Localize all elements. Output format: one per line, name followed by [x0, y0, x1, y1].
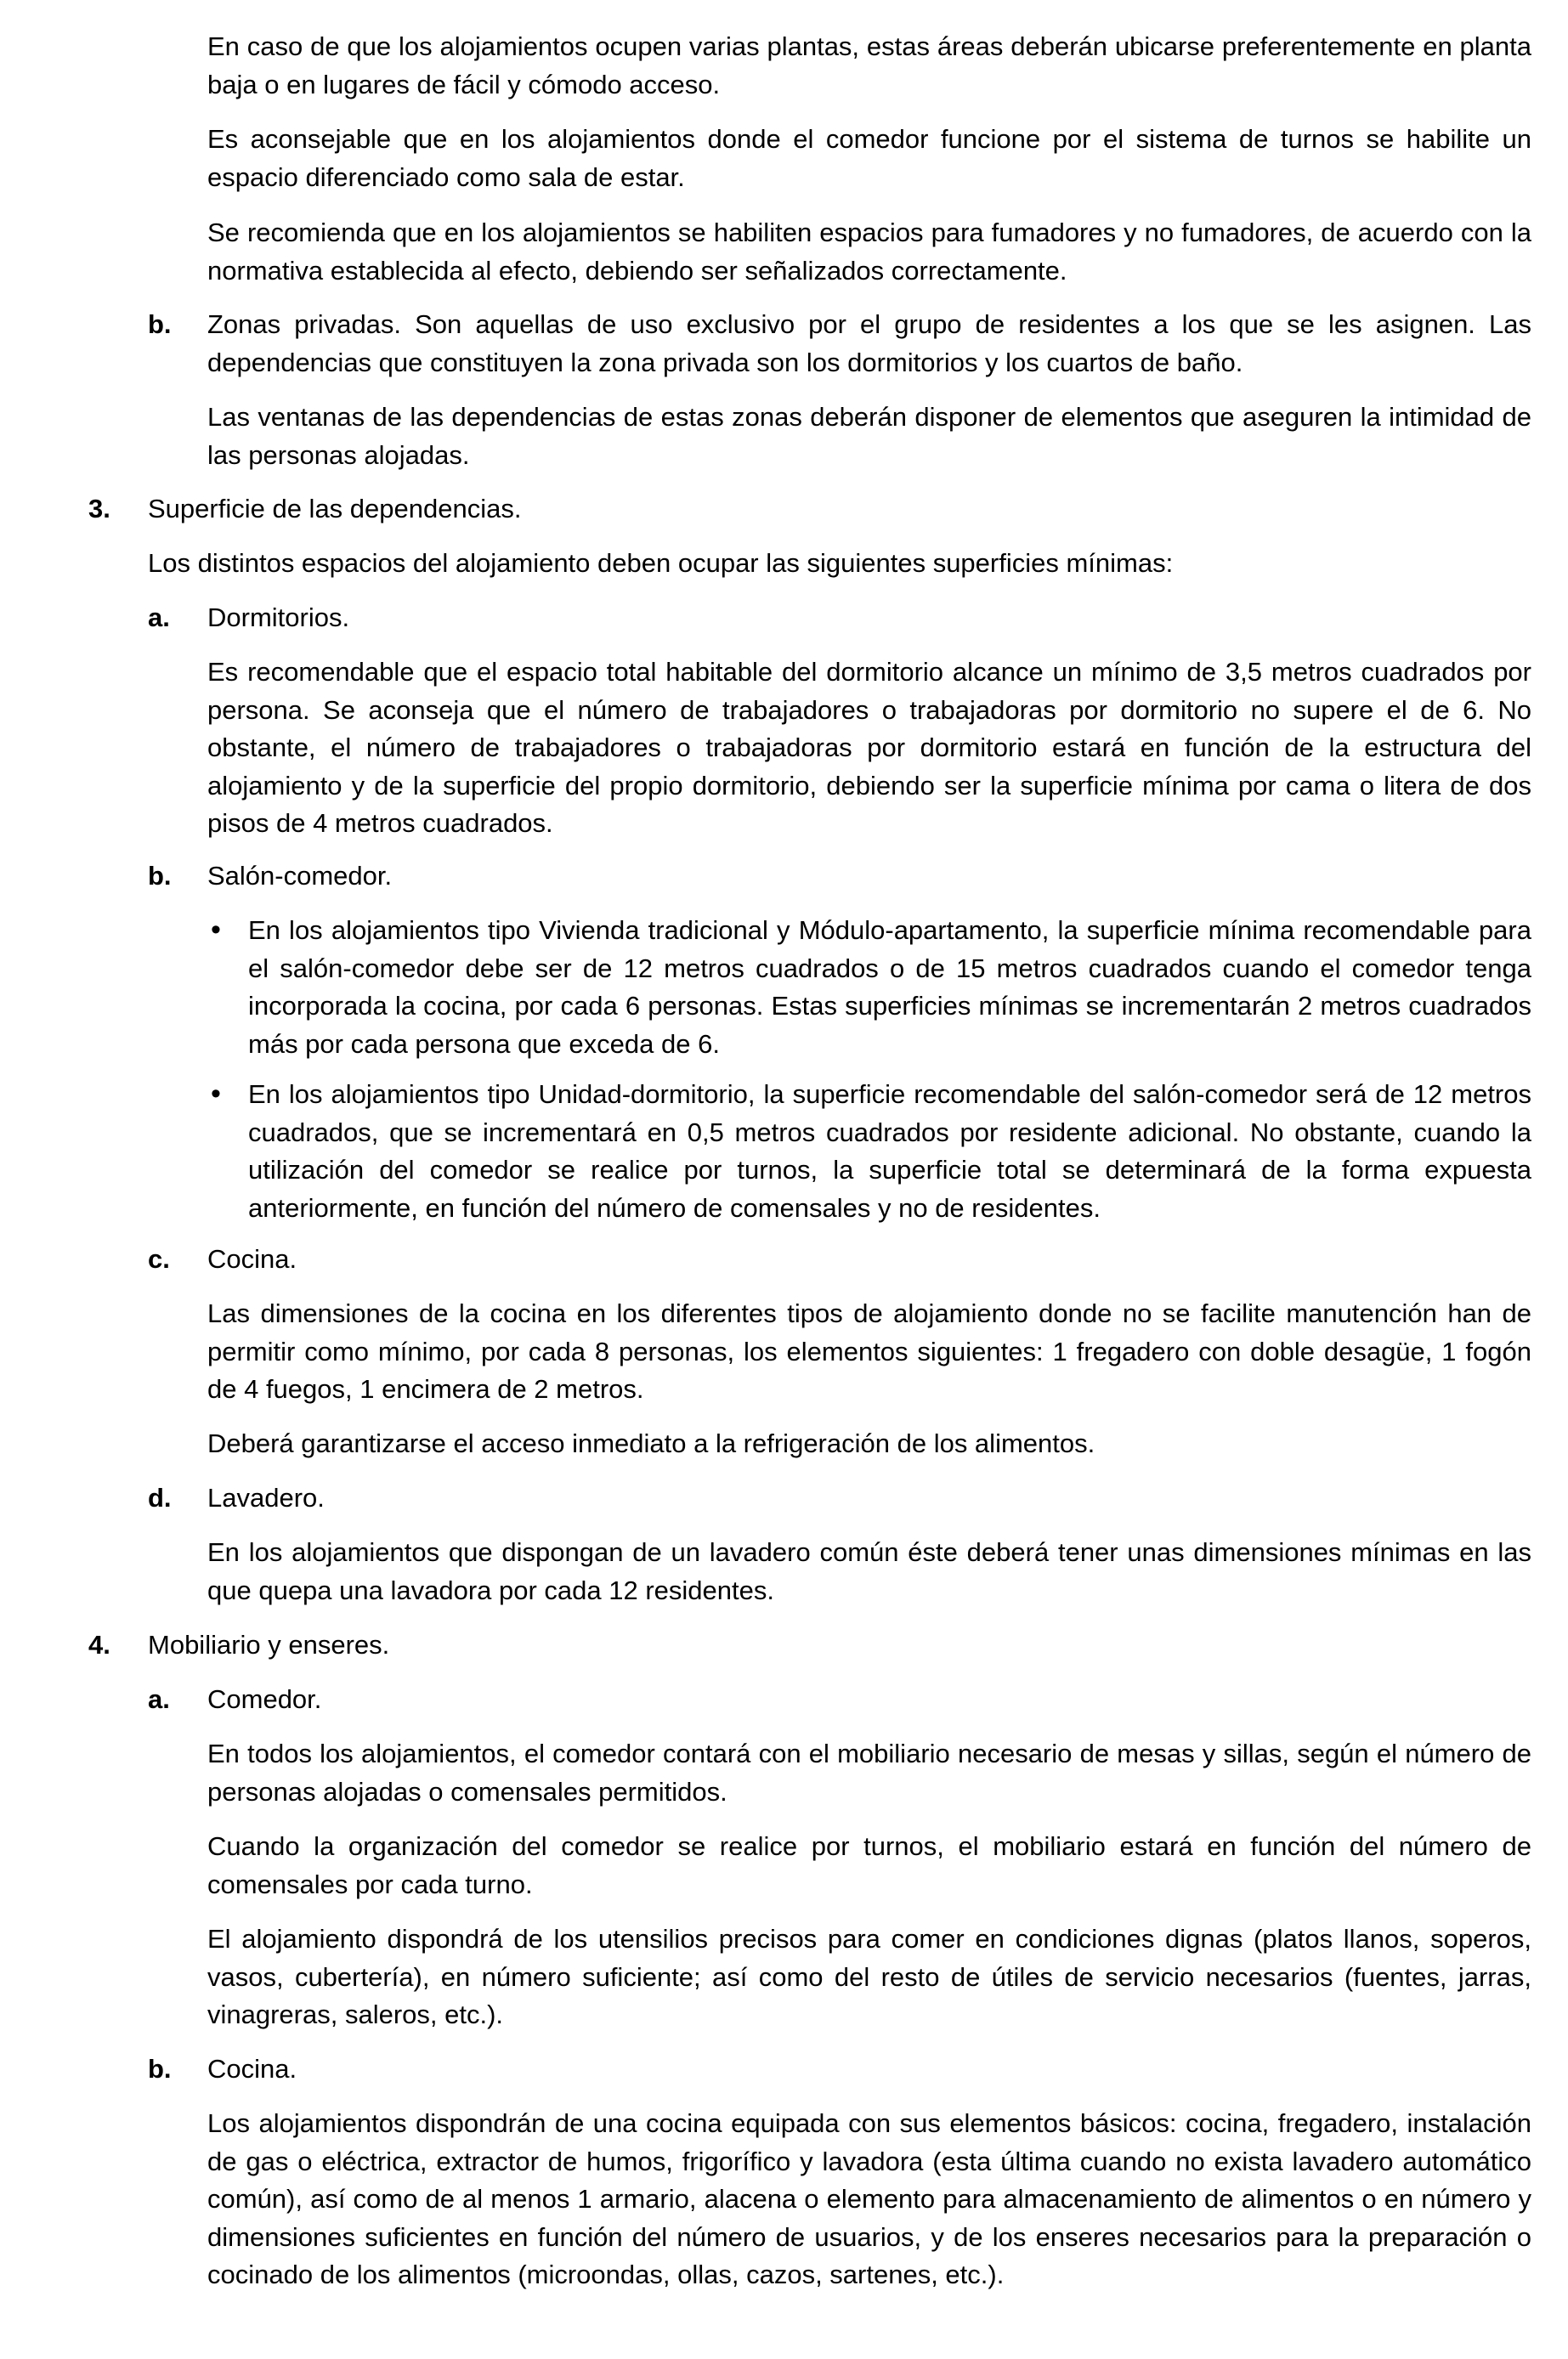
section-4-title: Mobiliario y enseres.: [148, 1630, 390, 1660]
bullet-icon: •: [211, 914, 221, 946]
bedrooms-text: Es recomendable que el espacio total habitable del dormitorio alcance un mínimo de 3,5 metros cuadrados por persona. Se aconseja que el número de trabajadores o trabajadoras por dormitorio no supere el de 6. No obstante, el número de trabajadores o trabajadoras por dormitorio estará en función de la estructura del alojamiento y de la superficie del propio dormitorio, debiendo ser la superficie mínima por cama o litera de dos pisos de 4 metros cuadrados.: [207, 657, 1531, 838]
list-marker-b-private: b.: [148, 309, 172, 339]
kitchen-equipment-text: Los alojamientos dispondrán de una cocina equipada con sus elementos básicos: cocina, fregadero, instalación de gas o eléctrica, extractor de humos, frigorífico y lavadora (esta última cuando no exista lavadero automático común), así como de al menos 1 armario, alacena o elemento para almacenamiento de alimentos o en número y dimensiones suficientes en función del número de usuarios, y de los enseres necesarios para la preparación o cocinado de los alimentos (microondas, ollas, cazos, sartenes, etc.).: [207, 2108, 1531, 2289]
kitchen-refrigeration-text: Deberá garantizarse el acceso inmediato a la refrigeración de los alimentos.: [207, 1428, 1095, 1458]
paragraph-floors: En caso de que los alojamientos ocupen varias plantas, estas áreas deberán ubicarse preferentemente en planta baja o en lugares de fácil y cómodo acceso.: [207, 31, 1531, 99]
list-marker-4a: a.: [148, 1684, 170, 1714]
paragraph-smokers: Se recomienda que en los alojamientos se habiliten espacios para fumadores y no fumadores, de acuerdo con la normativa establecida al efecto, debiendo ser señalizados correctamente.: [207, 218, 1531, 286]
bullet-icon: •: [211, 1078, 221, 1110]
section-4-number: 4.: [88, 1630, 110, 1660]
private-zones-note: Las ventanas de las dependencias de estas zonas deberán disponer de elementos que aseguren la intimidad de las personas alojadas.: [207, 402, 1531, 470]
living-dining-bullet-2: En los alojamientos tipo Unidad-dormitorio, la superficie recomendable del salón-comedor será de 12 metros cuadrados, que se incrementará en 0,5 metros cuadrados por residente adicional. No obstante, cuando la utilización del comedor se realice por turnos, la superficie total se determinará de la forma expuesta anteriormente, en función del número de comensales y no de residentes.: [248, 1079, 1531, 1223]
dining-furniture-title: Comedor.: [207, 1684, 322, 1714]
list-marker-3a: a.: [148, 602, 170, 632]
section-3-number: 3.: [88, 494, 110, 523]
laundry-text: En los alojamientos que dispongan de un lavadero común éste deberá tener unas dimensiones mínimas en las que quepa una lavadora por cada 12 residentes.: [207, 1537, 1531, 1605]
dining-furniture-text-1: En todos los alojamientos, el comedor contará con el mobiliario necesario de mesas y sillas, según el número de personas alojadas o comensales permitidos.: [207, 1739, 1531, 1807]
kitchen-dimensions-title: Cocina.: [207, 1244, 297, 1274]
section-3-intro: Los distintos espacios del alojamiento deben ocupar las siguientes superficies mínimas:: [148, 548, 1174, 578]
kitchen-equipment-title: Cocina.: [207, 2054, 297, 2084]
kitchen-dimensions-text: Las dimensiones de la cocina en los diferentes tipos de alojamiento donde no se facilite manutención han de permitir como mínimo, por cada 8 personas, los elementos siguientes: 1 fregadero con doble desagüe, 1 fogón de 4 fuegos, 1 encimera de 2 metros.: [207, 1298, 1531, 1404]
bedrooms-title: Dormitorios.: [207, 602, 350, 632]
living-dining-bullet-1: En los alojamientos tipo Vivienda tradicional y Módulo-apartamento, la superficie mínima recomendable para el salón-comedor debe ser de 12 metros cuadrados o de 15 metros cuadrados cuando el comedor tenga incorporada la cocina, por cada 6 personas. Estas superficies mínimas se incrementarán 2 metros cuadrados más por cada persona que exceda de 6.: [248, 915, 1531, 1059]
dining-furniture-text-3: El alojamiento dispondrá de los utensilios precisos para comer en condiciones dignas (platos llanos, soperos, vasos, cubertería), en número suficiente; así como del resto de útiles de servicio necesarios (fuentes, jarras, vinagreras, saleros, etc.).: [207, 1924, 1531, 2029]
list-marker-3d: d.: [148, 1483, 172, 1513]
list-marker-3b: b.: [148, 861, 172, 891]
list-marker-4b: b.: [148, 2054, 172, 2084]
dining-furniture-text-2: Cuando la organización del comedor se realice por turnos, el mobiliario estará en función del número de comensales por cada turno.: [207, 1831, 1531, 1899]
laundry-title: Lavadero.: [207, 1483, 325, 1513]
private-zones-text: Zonas privadas. Son aquellas de uso exclusivo por el grupo de residentes a los que se les asignen. Las dependencias que constituyen la zona privada son los dormitorios y los cuartos de baño.: [207, 309, 1531, 377]
section-3-title: Superficie de las dependencias.: [148, 494, 522, 523]
list-marker-3c: c.: [148, 1244, 170, 1274]
living-dining-title: Salón-comedor.: [207, 861, 393, 891]
paragraph-living-room: Es aconsejable que en los alojamientos donde el comedor funcione por el sistema de turnos se habilite un espacio diferenciado como sala de estar.: [207, 124, 1531, 192]
